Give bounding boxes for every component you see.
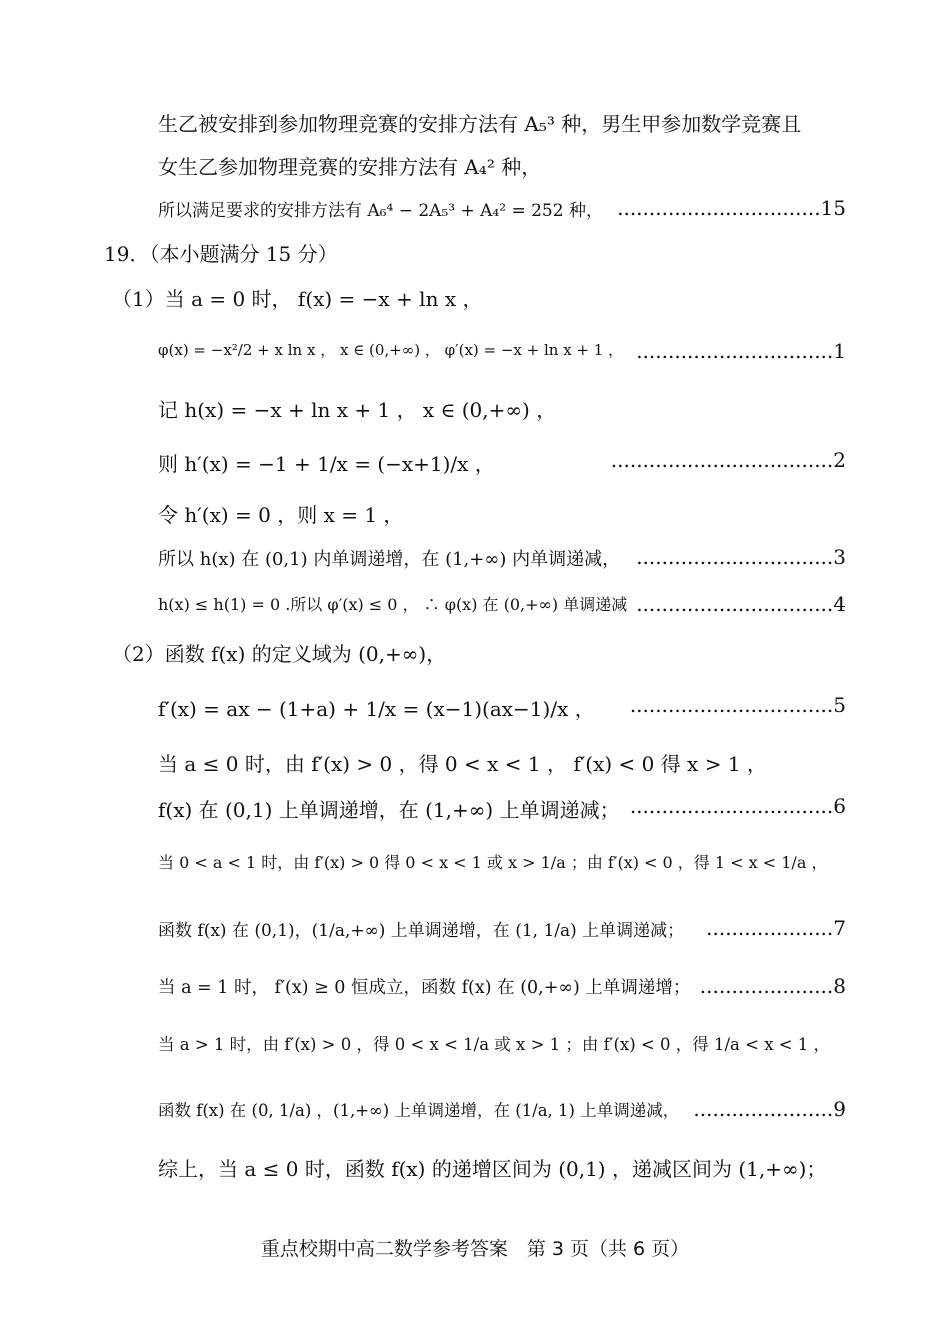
line-text: 女生乙参加物理竞赛的安排方法有 A₄² 种， xyxy=(158,155,542,179)
score-leader: ....................7 xyxy=(706,916,846,940)
line-text: 则 h′(x) = −1 + 1/x = (−x+1)/x ， xyxy=(158,452,495,476)
line-text: 所以满足要求的安排方法有 A₆⁴ − 2A₅³ + A₄² = 252 种， xyxy=(158,201,603,221)
line-text: h(x) ≤ h(1) = 0 .所以 φ′(x) ≤ 0 ， ∴ φ(x) 在 (0,+∞) 单调递减 xyxy=(158,595,628,614)
line-text: 当 a > 1 时，由 f′(x) > 0 ，得 0 < x < 1/a 或 x > 1 ；由 f′(x) < 0 ，得 1/a < x < 1 ， xyxy=(158,1035,831,1054)
line-text: f′(x) = ax − (1+a) + 1/x = (x−1)(ax−1)/x ， xyxy=(158,697,595,721)
score-leader: ................................6 xyxy=(629,794,846,818)
line-text: φ(x) = −x²/2 + x ln x ， x ∈ (0,+∞) ， φ′(x) = −x + ln x + 1 ， xyxy=(158,341,624,359)
page-footer: 重点校期中高二数学参考答案 第 3 页（共 6 页） xyxy=(260,1238,690,1260)
score-leader: ...............................3 xyxy=(636,545,846,569)
line-text: 生乙被安排到参加物理竞赛的安排方法有 A₅³ 种，男生甲参加数学竞赛且 xyxy=(158,112,802,136)
line-text: 函数 f(x) 在 (0, 1/a) ，(1,+∞) 上单调递增，在 (1/a, 1) 上单调递减， xyxy=(158,1101,680,1120)
score-leader: ................................15 xyxy=(617,196,846,220)
line-text: 所以 h(x) 在 (0,1) 内单调递增，在 (1,+∞) 内单调递减， xyxy=(158,549,621,570)
score-leader: ......................9 xyxy=(693,1097,846,1121)
score-leader: ...............................1 xyxy=(636,339,846,363)
score-leader: ...............................4 xyxy=(636,592,846,616)
line-text: 当 0 < a < 1 时，由 f′(x) > 0 得 0 < x < 1 或 x > 1/a ；由 f′(x) < 0 ，得 1 < x < 1/a ， xyxy=(158,853,828,872)
score-leader: ...................................2 xyxy=(610,448,846,472)
score-leader: .....................8 xyxy=(699,974,846,998)
line-text: 当 a ≤ 0 时，由 f′(x) > 0 ，得 0 < x < 1 ， f′(x) < 0 得 x > 1 ， xyxy=(158,752,767,776)
line-text: f(x) 在 (0,1) 上单调递增，在 (1,+∞) 上单调递减； xyxy=(158,798,620,822)
score-leader: ................................5 xyxy=(629,693,846,717)
line-text: （1）当 a = 0 时， f(x) = −x + ln x ， xyxy=(112,287,483,311)
line-text: 令 h′(x) = 0 ，则 x = 1 ， xyxy=(158,503,404,527)
line-text: 函数 f(x) 在 (0,1)，(1/a,+∞) 上单调递增，在 (1, 1/a) 上单调递减； xyxy=(158,921,685,941)
line-text: （2）函数 f(x) 的定义域为 (0,+∞)， xyxy=(112,642,447,666)
line-text: 记 h(x) = −x + ln x + 1 ， x ∈ (0,+∞) ， xyxy=(158,398,557,422)
line-text: 当 a = 1 时， f′(x) ≥ 0 恒成立，函数 f(x) 在 (0,+∞) 上单调递增； xyxy=(158,978,691,998)
line-text: 19．（本小题满分 15 分） xyxy=(104,242,338,266)
line-text: 综上，当 a ≤ 0 时，函数 f(x) 的递增区间为 (0,1) ，递减区间为 (1,+∞)； xyxy=(158,1157,827,1181)
